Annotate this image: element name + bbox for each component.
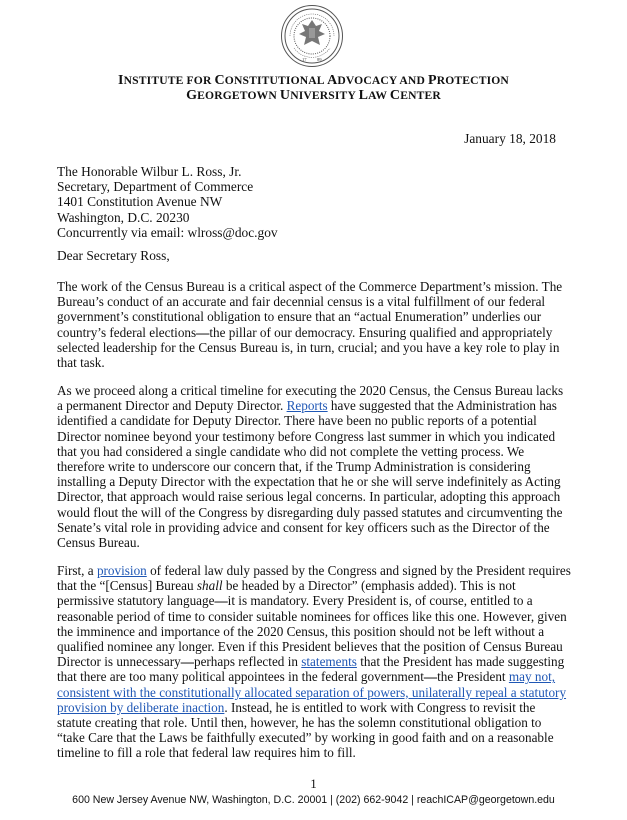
inline-link[interactable]: Reports	[286, 398, 328, 414]
text-segment: Director is unnecessary	[57, 654, 181, 670]
text-segment: Director, that approach would raise serious legal concerns. In particular, adopting this approach	[57, 489, 561, 505]
page-number: 1	[310, 776, 317, 791]
text-segment: Senate’s vital role in providing advice and consent for key officers such as the Director of the	[57, 519, 550, 535]
text-segment: that you had considered a single candidate who did not complete the vetting process. We	[57, 443, 525, 459]
em-dash: —	[180, 654, 194, 670]
text-segment: shall	[196, 578, 223, 594]
text-line	[57, 309, 577, 324]
address-line: Concurrently via email: wlross@doc.gov	[57, 224, 278, 240]
institute-name: INSTITUTE FOR CONSTITUTIONAL ADVOCACY AND PROTECTION	[118, 73, 509, 88]
text-line	[57, 429, 577, 444]
text-line	[57, 325, 577, 340]
inline-link[interactable]: statements	[301, 654, 357, 670]
inline-link[interactable]: provision	[96, 563, 147, 578]
text-segment: statute creating that role. Until then, however, he has the solemn constitutional obligation to	[57, 715, 542, 731]
text-segment: qualified nominee any longer. Even if this President believes that the position of Census Bureau	[57, 639, 563, 655]
text-line	[57, 593, 577, 608]
letter-date: January 18, 2018	[464, 131, 556, 146]
text-line	[57, 563, 577, 578]
text-line	[57, 340, 577, 355]
text-segment: that the President has made suggesting	[356, 654, 565, 670]
text-line	[57, 624, 577, 639]
footer-contact: 600 New Jersey Avenue NW, Washington, D.C. 20001 | (202) 662-9042 | reachICAP@georgetown.edu	[72, 794, 555, 806]
em-dash: —	[214, 593, 228, 609]
address-line: 1401 Constitution Avenue NW	[57, 194, 223, 210]
text-segment: would flout the will of the Congress by disregarding duly passed statutes and circumventing the	[57, 504, 563, 520]
text-line	[57, 609, 577, 624]
text-line	[57, 700, 577, 715]
text-segment: the pillar of our democracy. Ensuring qualified and appropriately	[209, 324, 553, 340]
text-segment: Bureau’s conduct of an accurate and fair decennial census is a vital fulfillment of our federal	[57, 294, 546, 310]
text-segment: it is mandatory. Every President is, of course, entitled to a	[227, 593, 533, 609]
text-line	[57, 413, 577, 428]
text-segment: permissive statutory language	[57, 593, 215, 609]
text-line	[57, 639, 577, 654]
text-segment: country’s federal elections	[57, 324, 197, 340]
text-line	[57, 730, 577, 745]
text-segment: be headed by a Director” (emphasis added). This is not	[222, 578, 516, 594]
text-line	[57, 715, 577, 730]
text-line	[57, 520, 577, 535]
text-line	[57, 294, 577, 309]
text-segment: the President	[437, 669, 509, 685]
address-line: Secretary, Department of Commerce	[57, 179, 254, 195]
text-segment: of federal law duly passed by the Congress and signed by the President requires	[146, 563, 571, 578]
text-segment: that the “[Census] Bureau	[57, 578, 197, 594]
text-line	[57, 355, 577, 370]
address-line: Washington, D.C. 20230	[57, 209, 190, 225]
text-line	[57, 535, 577, 550]
text-segment: the imminence and importance of the 2020 Census, this position should not be left without a	[57, 623, 545, 639]
text-line	[57, 505, 577, 520]
text-segment: reasonable period of time to consider suitable nominees for offices like this one. However, given	[57, 608, 567, 624]
inline-link[interactable]: provision by deliberate inaction	[57, 699, 225, 715]
georgetown-seal-icon	[280, 4, 344, 68]
text-line	[57, 745, 577, 760]
law-center-name: GEORGETOWN UNIVERSITY LAW CENTER	[186, 88, 441, 103]
paragraph-3	[57, 563, 577, 761]
text-line	[57, 654, 577, 669]
text-line	[57, 279, 577, 294]
inline-link[interactable]: may not,	[508, 669, 556, 685]
address-line: The Honorable Wilbur L. Ross, Jr.	[57, 164, 242, 179]
text-segment: government’s constitutional obligation to ensure that an “actual Enumeration” underlies our	[57, 309, 542, 325]
em-dash: —	[196, 324, 210, 340]
text-line	[57, 444, 577, 459]
text-line	[57, 383, 577, 398]
text-segment: that task.	[57, 355, 105, 371]
text-segment: As we proceed along a critical timeline for executing the 2020 Census, the Census Bureau lacks	[57, 383, 564, 398]
text-segment: First, a	[57, 563, 97, 578]
text-line	[57, 685, 577, 700]
text-segment: therefore write to underscore our concern that, if the Trump Administration is considering	[57, 459, 531, 475]
text-line	[57, 489, 577, 504]
recipient-address	[57, 164, 278, 240]
text-segment: identified a candidate for Deputy Director. There have been no public reports of a potential	[57, 413, 537, 429]
text-segment: a permanent Director and Deputy Director.	[57, 398, 287, 414]
text-segment: Census Bureau.	[57, 535, 140, 551]
text-segment: timeline to fill a role that federal law requires him to fill.	[57, 745, 356, 761]
em-dash: —	[423, 669, 438, 685]
text-segment: . Instead, he is entitled to work with Congress to revisit the	[224, 699, 536, 715]
text-segment: “take Care that the Laws be faithfully executed” by working in good faith and on a reasonable	[57, 730, 554, 746]
text-line	[57, 578, 577, 593]
seal-year-left: 17	[302, 57, 307, 62]
text-line	[57, 474, 577, 489]
text-segment: The work of the Census Bureau is a critical aspect of the Commerce Department’s mission. The	[57, 279, 563, 294]
text-segment: have suggested that the Administration has	[327, 398, 557, 414]
text-segment: installing a Deputy Director with the expectation that he or she will serve indefinitely as Acting	[57, 474, 561, 490]
text-segment: that there are too many political appointees in the federal government	[57, 669, 424, 685]
text-line	[57, 398, 577, 413]
text-segment: perhaps reflected in	[193, 654, 302, 670]
text-segment: Director nominee beyond your testimony before Congress last summer in which you indicated	[57, 428, 556, 444]
seal-year-right: 89	[317, 57, 322, 62]
inline-link[interactable]: consistent with the constitutionally allocated separation of powers, unilaterally repeal a statutory	[57, 684, 567, 700]
text-segment: selected leadership for the Census Bureau is, in turn, crucial; and you have a key role to play in	[57, 339, 560, 355]
salutation: Dear Secretary Ross,	[57, 248, 170, 263]
paragraph-1	[57, 279, 577, 370]
text-line	[57, 459, 577, 474]
text-line	[57, 669, 577, 684]
paragraph-2	[57, 383, 577, 550]
